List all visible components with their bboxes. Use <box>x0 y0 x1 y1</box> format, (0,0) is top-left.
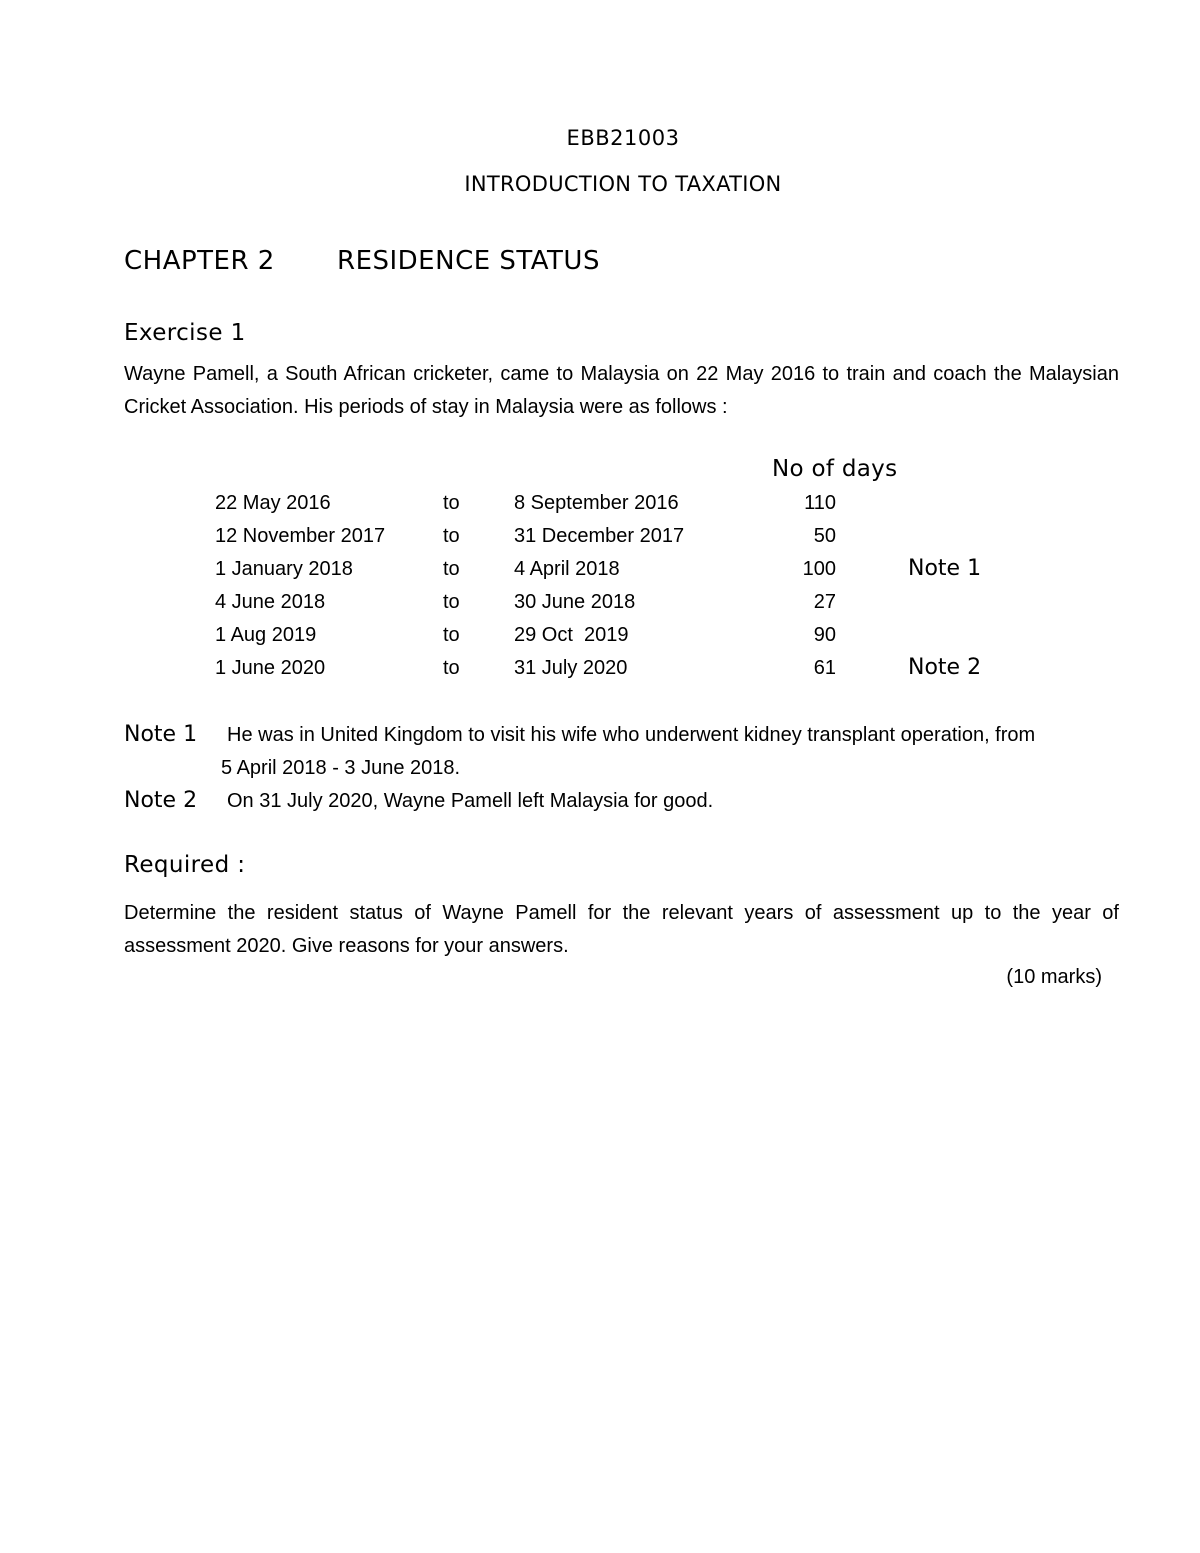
note-1-text-line1: He was in United Kingdom to visit his wife who underwent kidney transplant operation, from <box>227 724 1036 746</box>
note-1-text-line2: 5 April 2018 - 3 June 2018. <box>221 757 461 779</box>
exercise-intro: Wayne Pamell, a South African cricketer, came to Malaysia on 22 May 2016 to train and coach the Malaysian Cricket Association. His periods of stay in Malaysia were as follows : <box>124 363 1119 418</box>
period-days: 50 <box>813 525 836 547</box>
period-start: 1 June 2020 <box>215 657 326 679</box>
period-start: 4 June 2018 <box>215 591 326 613</box>
period-note: Note 1 <box>908 556 982 581</box>
required-heading: Required : <box>124 852 246 878</box>
period-start: 1 Aug 2019 <box>215 624 317 646</box>
period-end: 4 April 2018 <box>514 558 620 580</box>
period-days: 61 <box>813 657 836 679</box>
period-days: 27 <box>813 591 836 613</box>
required-question: Determine the resident status of Wayne Pamell for the relevant years of assessment up to the year of assessment 2020. Give reasons for your answers. <box>124 902 1119 957</box>
period-end: 8 September 2016 <box>514 492 679 514</box>
period-days: 110 <box>804 492 836 514</box>
table-row <box>0 657 1200 690</box>
period-separator: to <box>443 558 460 580</box>
period-end: 30 June 2018 <box>514 591 636 613</box>
table-row <box>0 492 1200 525</box>
period-days: 90 <box>813 624 836 646</box>
note-2-label: Note 2 <box>124 788 198 813</box>
period-start: 1 January 2018 <box>215 558 353 580</box>
note-2-text: On 31 July 2020, Wayne Pamell left Malaysia for good. <box>227 790 714 812</box>
chapter-number: CHAPTER 2 <box>124 246 275 276</box>
exercise-heading: Exercise 1 <box>124 320 246 346</box>
table-row <box>0 624 1200 657</box>
table-row <box>0 525 1200 558</box>
period-days: 100 <box>802 558 836 580</box>
period-separator: to <box>443 591 460 613</box>
period-end: 31 July 2020 <box>514 657 628 679</box>
period-end: 29 Oct 2019 <box>514 624 629 646</box>
course-code: EBB21003 <box>566 126 680 150</box>
period-note: Note 2 <box>908 655 982 680</box>
chapter-title: RESIDENCE STATUS <box>337 246 600 276</box>
note-1-label: Note 1 <box>124 722 198 747</box>
table-row <box>0 558 1200 591</box>
period-separator: to <box>443 525 460 547</box>
course-title: INTRODUCTION TO TAXATION <box>464 172 782 196</box>
table-row <box>0 591 1200 624</box>
period-separator: to <box>443 492 460 514</box>
period-start: 12 November 2017 <box>215 525 386 547</box>
period-separator: to <box>443 657 460 679</box>
period-end: 31 December 2017 <box>514 525 685 547</box>
marks-allocation: (10 marks) <box>1006 966 1102 988</box>
days-column-header: No of days <box>772 456 898 482</box>
period-start: 22 May 2016 <box>215 492 331 514</box>
period-separator: to <box>443 624 460 646</box>
